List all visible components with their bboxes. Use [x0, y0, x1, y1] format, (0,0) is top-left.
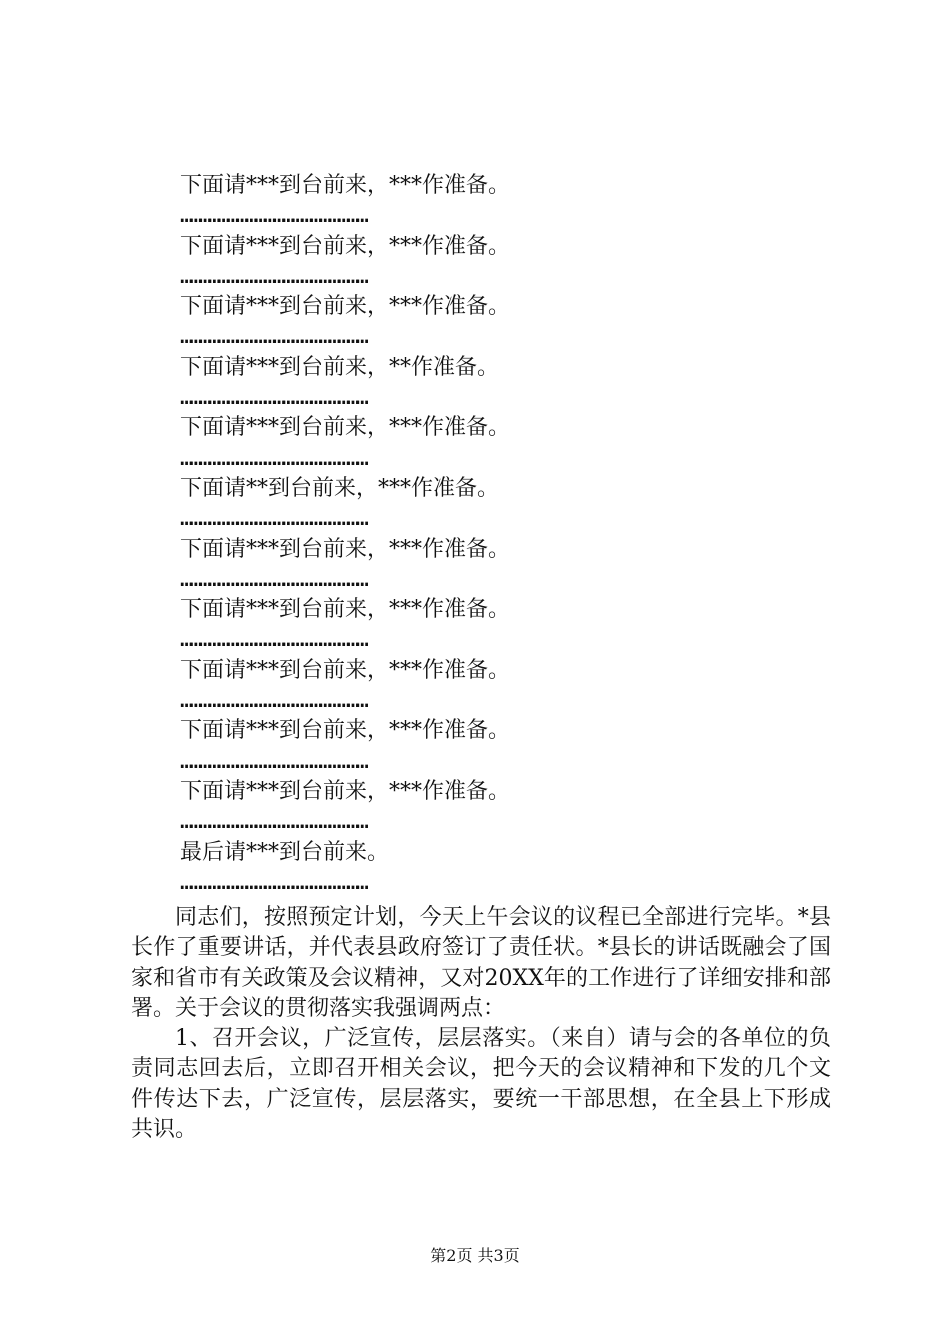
- call-line: 下面请***到台前来，***作准备。: [180, 173, 511, 198]
- ellipsis-line: ……………………………………………………: [180, 809, 365, 835]
- ellipsis-line: ……………………………………………………: [180, 627, 365, 653]
- speaker-call-list: [180, 171, 780, 898]
- ellipsis-line: ……………………………………………………: [180, 203, 365, 229]
- call-line: 下面请***到台前来，***作准备。: [180, 718, 511, 744]
- summary-paragraph: 同志们，按照预定计划，今天上午会议的议程已全部进行完毕。*县长作了重要讲话，并代表县政府签订了责任状。*县长的讲话既融会了国家和省市有关政策及会议精神，又对20XX年的工作进行了详细安排和部署。关于会议的贯彻落实我强调两点：: [131, 905, 831, 1021]
- ellipsis-line: ……………………………………………………: [180, 748, 365, 774]
- call-line: 下面请***到台前来，***作准备。: [180, 294, 511, 320]
- call-line: 下面请***到台前来，***作准备。: [180, 415, 511, 441]
- ellipsis-line: ……………………………………………………: [180, 263, 365, 289]
- ellipsis-line: ……………………………………………………: [180, 869, 365, 895]
- final-call-line: 最后请***到台前来。: [180, 839, 390, 865]
- call-line: 下面请***到台前来，***作准备。: [180, 597, 511, 623]
- ellipsis-line: ……………………………………………………: [180, 566, 365, 592]
- call-line: 下面请**到台前来，***作准备。: [180, 475, 500, 501]
- ellipsis-line: ……………………………………………………: [180, 385, 365, 411]
- call-line: 下面请***到台前来，***作准备。: [180, 778, 511, 804]
- call-line: 下面请***到台前来，***作准备。: [180, 536, 511, 562]
- ellipsis-line: ……………………………………………………: [180, 445, 365, 471]
- point-one-paragraph: 1、召开会议，广泛宣传，层层落实。（来自）请与会的各单位的负责同志回去后，立即召开相关会议，把今天的会议精神和下发的几个文件传达下去，广泛宣传，层层落实，要统一干部思想，在全县上下形成共识。: [131, 1026, 831, 1143]
- call-line: 下面请***到台前来，**作准备。: [180, 354, 500, 380]
- closing-remarks: [131, 903, 831, 1145]
- call-line: 下面请***到台前来，***作准备。: [180, 233, 511, 259]
- ellipsis-line: ……………………………………………………: [180, 688, 365, 714]
- call-line: 下面请***到台前来，***作准备。: [180, 657, 511, 683]
- ellipsis-line: ……………………………………………………: [180, 324, 365, 350]
- page-number-footer: 第2页 共3页: [430, 1246, 520, 1265]
- ellipsis-line: ……………………………………………………: [180, 506, 365, 532]
